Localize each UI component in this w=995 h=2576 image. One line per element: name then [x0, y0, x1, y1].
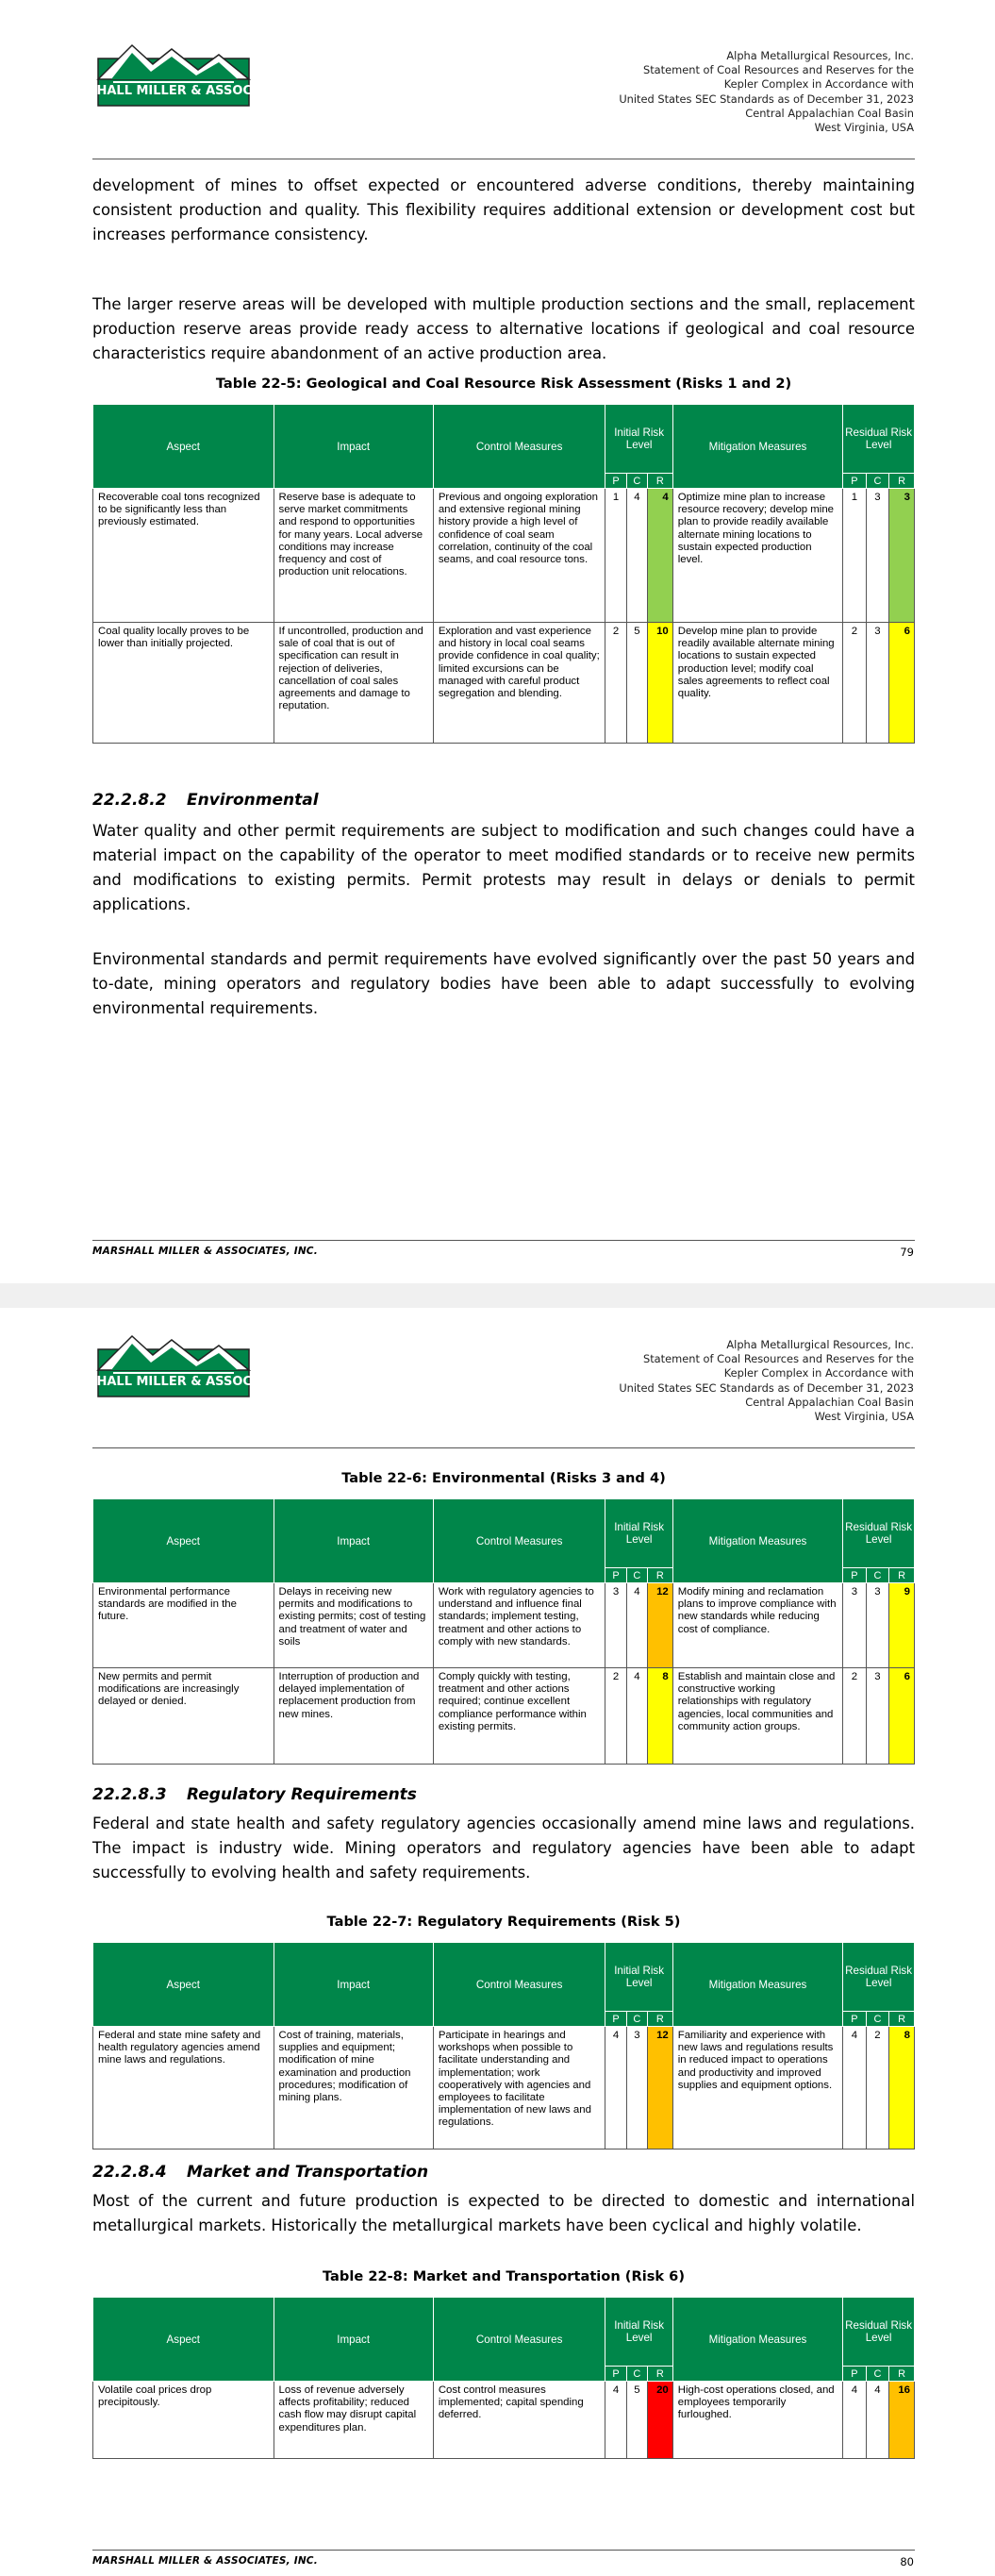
initial-r: 8 — [648, 1668, 673, 1765]
initial-r: 12 — [648, 2027, 673, 2149]
logo-text: MARSHALL MILLER & ASSOCIATES — [57, 84, 290, 98]
residual-c: 2 — [866, 2027, 889, 2149]
col-r: R — [889, 1568, 915, 1583]
residual-p: 2 — [843, 1668, 867, 1765]
impact-cell: Delays in receiving new permits and modifications to existing permits; cost of testing and treatment of water and soils — [274, 1583, 433, 1668]
residual-p: 1 — [843, 489, 867, 623]
col-control: Control Measures — [433, 2298, 605, 2382]
initial-c: 4 — [626, 489, 647, 623]
col-p: P — [843, 474, 867, 489]
col-control: Control Measures — [433, 405, 605, 489]
footer-company: MARSHALL MILLER & ASSOCIATES, INC. — [92, 1246, 318, 1257]
header-line: United States SEC Standards as of December 31, 2023 — [619, 92, 914, 106]
col-r: R — [889, 474, 915, 489]
col-initial-risk: Initial Risk Level — [605, 1499, 672, 1568]
col-aspect: Aspect — [93, 1499, 274, 1583]
col-p: P — [843, 1568, 867, 1583]
col-r: R — [648, 1568, 673, 1583]
aspect-cell: Federal and state mine safety and health regulatory agencies amend mine laws and regulations. — [93, 2027, 274, 2149]
header-line: West Virginia, USA — [814, 121, 914, 135]
residual-c: 3 — [866, 1583, 889, 1668]
table-row — [93, 489, 915, 623]
impact-cell: Cost of training, materials, supplies and equipment; modification of mine examination and production procedures; modification of mining plans. — [274, 2027, 433, 2149]
paragraph: The larger reserve areas will be developed with multiple production sections and the small, replacement production reserve areas provide ready access to alternative locations if geological and coal resource characteristics require abandonment of an active production area. — [92, 295, 915, 362]
page-separator — [0, 1283, 995, 1308]
col-c: C — [626, 1568, 647, 1583]
mitigation-cell: Optimize mine plan to increase resource recovery; develop mine plan to provide readily available alternate mining locations to sustain expected production level. — [672, 489, 842, 623]
footer-rule — [92, 1240, 915, 1241]
aspect-cell: Volatile coal prices drop precipitously. — [93, 2382, 274, 2459]
initial-p: 4 — [605, 2027, 626, 2149]
paragraph: Environmental standards and permit requirements have evolved significantly over the past 50 years and to-date, mining operators and regulatory bodies have been able to adapt successfully to evolving environmental requirements. — [92, 950, 915, 1017]
section-heading — [92, 1785, 417, 1804]
section-number: 22.2.8.2 — [92, 791, 167, 810]
table-caption: Table 22-8: Market and Transportation (Risk 6) — [322, 2268, 686, 2284]
table-caption: Table 22-6: Environmental (Risks 3 and 4) — [341, 1470, 666, 1486]
initial-c: 5 — [626, 2382, 647, 2459]
col-impact: Impact — [274, 2298, 433, 2382]
col-r: R — [648, 2367, 673, 2382]
company-logo — [57, 1332, 290, 1400]
table-row — [93, 2027, 915, 2149]
document-header — [619, 1338, 914, 1424]
initial-r: 10 — [648, 623, 673, 744]
initial-c: 4 — [626, 1668, 647, 1765]
col-r: R — [648, 474, 673, 489]
col-c: C — [866, 2367, 889, 2382]
col-initial-risk: Initial Risk Level — [605, 405, 672, 474]
header-line: Central Appalachian Coal Basin — [745, 106, 914, 120]
mitigation-cell: High-cost operations closed, and employees temporarily furloughed. — [672, 2382, 842, 2459]
section-title: Environmental — [187, 791, 319, 810]
residual-c: 3 — [866, 489, 889, 623]
col-c: C — [866, 1568, 889, 1583]
section-title: Market and Transportation — [187, 2163, 429, 2182]
col-p: P — [605, 2012, 626, 2027]
col-initial-risk: Initial Risk Level — [605, 1943, 672, 2012]
risk-table-22-7 — [92, 1942, 915, 2149]
col-aspect: Aspect — [93, 405, 274, 489]
residual-r: 8 — [889, 2027, 915, 2149]
header-line: West Virginia, USA — [814, 1410, 914, 1424]
initial-r: 20 — [648, 2382, 673, 2459]
residual-r: 6 — [889, 1668, 915, 1765]
col-impact: Impact — [274, 405, 433, 489]
header-line: Statement of Coal Resources and Reserves for the — [642, 1352, 914, 1366]
col-impact: Impact — [274, 1499, 433, 1583]
col-c: C — [866, 2012, 889, 2027]
paragraph: Most of the current and future production is expected to be directed to domestic and international metallurgical markets. Historically the metallurgical markets have been cyclical and highly volatile. — [92, 2192, 915, 2234]
header-line: Central Appalachian Coal Basin — [745, 1395, 914, 1409]
col-mitigation: Mitigation Measures — [672, 1499, 842, 1583]
risk-table-22-8 — [92, 2297, 915, 2459]
header-line: Statement of Coal Resources and Reserves for the — [642, 63, 914, 77]
col-aspect: Aspect — [93, 2298, 274, 2382]
control-cell: Comply quickly with testing, treatment and other actions required; continue excellent compliance performance within existing permits. — [433, 1668, 605, 1765]
control-cell: Exploration and vast experience and history in local coal seams provide confidence in coal quality; limited excursions can be managed with careful product segregation and blending. — [433, 623, 605, 744]
col-p: P — [605, 2367, 626, 2382]
table-row — [93, 1583, 915, 1668]
col-r: R — [889, 2367, 915, 2382]
col-aspect: Aspect — [93, 1943, 274, 2027]
document-header — [619, 49, 914, 135]
section-number: 22.2.8.3 — [92, 1785, 167, 1804]
col-c: C — [626, 474, 647, 489]
control-cell: Cost control measures implemented; capital spending deferred. — [433, 2382, 605, 2459]
aspect-cell: Recoverable coal tons recognized to be significantly less than previously estimated. — [93, 489, 274, 623]
impact-cell: Interruption of production and delayed implementation of replacement production from new mines. — [274, 1668, 433, 1765]
col-c: C — [626, 2367, 647, 2382]
col-residual-risk: Residual Risk Level — [843, 2298, 915, 2367]
table-row — [93, 2382, 915, 2459]
col-r: R — [648, 2012, 673, 2027]
page-79 — [0, 0, 995, 1283]
col-residual-risk: Residual Risk Level — [843, 1499, 915, 1568]
col-mitigation: Mitigation Measures — [672, 1943, 842, 2027]
col-initial-risk: Initial Risk Level — [605, 2298, 672, 2367]
residual-r: 9 — [889, 1583, 915, 1668]
initial-c: 5 — [626, 623, 647, 744]
section-number: 22.2.8.4 — [92, 2163, 167, 2182]
initial-p: 4 — [605, 2382, 626, 2459]
col-mitigation: Mitigation Measures — [672, 405, 842, 489]
initial-c: 4 — [626, 1583, 647, 1668]
footer-rule — [92, 2550, 915, 2551]
section-heading — [92, 2163, 428, 2182]
table-caption: Table 22-5: Geological and Coal Resource Risk Assessment (Risks 1 and 2) — [215, 376, 792, 392]
residual-r: 6 — [889, 623, 915, 744]
header-line: Alpha Metallurgical Resources, Inc. — [726, 49, 914, 62]
col-p: P — [605, 1568, 626, 1583]
risk-table-22-6 — [92, 1498, 915, 1765]
col-c: C — [866, 474, 889, 489]
initial-p: 1 — [605, 489, 626, 623]
mitigation-cell: Modify mining and reclamation plans to improve compliance with new standards while reducing cost of compliance. — [672, 1583, 842, 1668]
mitigation-cell: Develop mine plan to provide readily available alternate mining locations to sustain expected production level; modify coal sales agreements to reflect coal quality. — [672, 623, 842, 744]
logo-text: MARSHALL MILLER & ASSOCIATES — [57, 1375, 290, 1389]
mitigation-cell: Familiarity and experience with new laws and regulations results in reduced impact to operations and productivity and improved supplies and equipment options. — [672, 2027, 842, 2149]
mitigation-cell: Establish and maintain close and constructive working relationships with regulatory agencies, local communities and community action groups. — [672, 1668, 842, 1765]
page-number: 80 — [900, 2555, 914, 2568]
col-mitigation: Mitigation Measures — [672, 2298, 842, 2382]
control-cell: Participate in hearings and workshops when possible to facilitate understanding and implementation; work cooperatively with agencies and employees to facilitate implementation of new laws and regulations. — [433, 2027, 605, 2149]
col-impact: Impact — [274, 1943, 433, 2027]
table-caption: Table 22-7: Regulatory Requirements (Risk 5) — [326, 1914, 681, 1930]
section-title: Regulatory Requirements — [187, 1785, 417, 1804]
residual-p: 3 — [843, 1583, 867, 1668]
control-cell: Work with regulatory agencies to understand and influence final standards; implement testing, treatment and other actions to comply with new standards. — [433, 1583, 605, 1668]
initial-p: 3 — [605, 1583, 626, 1668]
initial-p: 2 — [605, 1668, 626, 1765]
col-control: Control Measures — [433, 1499, 605, 1583]
col-r: R — [889, 2012, 915, 2027]
header-rule — [92, 1447, 915, 1448]
table-row — [93, 1668, 915, 1765]
col-residual-risk: Residual Risk Level — [843, 1943, 915, 2012]
page-80 — [0, 1308, 995, 2576]
col-control: Control Measures — [433, 1943, 605, 2027]
initial-r: 4 — [648, 489, 673, 623]
header-line: Kepler Complex in Accordance with — [723, 1366, 914, 1380]
impact-cell: Loss of revenue adversely affects profitability; reduced cash flow may disrupt capital expenditures plan. — [274, 2382, 433, 2459]
header-line: Kepler Complex in Accordance with — [723, 77, 914, 92]
col-p: P — [843, 2012, 867, 2027]
residual-c: 3 — [866, 623, 889, 744]
aspect-cell: Environmental performance standards are modified in the future. — [93, 1583, 274, 1668]
header-line: United States SEC Standards as of December 31, 2023 — [619, 1380, 914, 1395]
residual-c: 3 — [866, 1668, 889, 1765]
residual-p: 2 — [843, 623, 867, 744]
residual-r: 16 — [889, 2382, 915, 2459]
footer-company: MARSHALL MILLER & ASSOCIATES, INC. — [92, 2555, 318, 2567]
page-number: 79 — [900, 1246, 914, 1259]
header-line: Alpha Metallurgical Resources, Inc. — [726, 1338, 914, 1351]
col-p: P — [605, 474, 626, 489]
paragraph: Water quality and other permit requirements are subject to modification and such changes could have a material impact on the capability of the operator to meet modified standards or to receive new permits and modifications to existing permits. Permit protests may result in delays or denials to permit applications. — [92, 822, 915, 913]
residual-p: 4 — [843, 2027, 867, 2149]
residual-p: 4 — [843, 2382, 867, 2459]
aspect-cell: Coal quality locally proves to be lower than initially projected. — [93, 623, 274, 744]
col-p: P — [843, 2367, 867, 2382]
impact-cell: If uncontrolled, production and sale of coal that is out of specification can result in rejection of deliveries, cancellation of coal sales agreements and damage to reputation. — [274, 623, 433, 744]
section-heading — [92, 791, 319, 810]
initial-p: 2 — [605, 623, 626, 744]
initial-c: 3 — [626, 2027, 647, 2149]
paragraph: Federal and state health and safety regulatory agencies occasionally amend mine laws and regulations. The impact is industry wide. Mining operators and regulatory agencies have been able to adapt successfully to evolving health and safety requirements. — [92, 1815, 915, 1882]
company-logo — [57, 42, 290, 109]
col-c: C — [626, 2012, 647, 2027]
impact-cell: Reserve base is adequate to serve market commitments and respond to opportunities for many years. Local adverse conditions may increase frequency and cost of production unit relocations. — [274, 489, 433, 623]
col-residual-risk: Residual Risk Level — [843, 405, 915, 474]
initial-r: 12 — [648, 1583, 673, 1668]
control-cell: Previous and ongoing exploration and extensive regional mining history provide a high level of confidence of coal seam correlation, continuity of the coal seams, and coal resource tons. — [433, 489, 605, 623]
table-row — [93, 623, 915, 744]
residual-r: 3 — [889, 489, 915, 623]
aspect-cell: New permits and permit modifications are increasingly delayed or denied. — [93, 1668, 274, 1765]
paragraph: development of mines to offset expected or encountered adverse conditions, thereby maintaining consistent production and quality. This flexibility requires additional extension or development cost but increases performance consistency. — [92, 176, 915, 243]
residual-c: 4 — [866, 2382, 889, 2459]
risk-table-22-5 — [92, 404, 915, 744]
